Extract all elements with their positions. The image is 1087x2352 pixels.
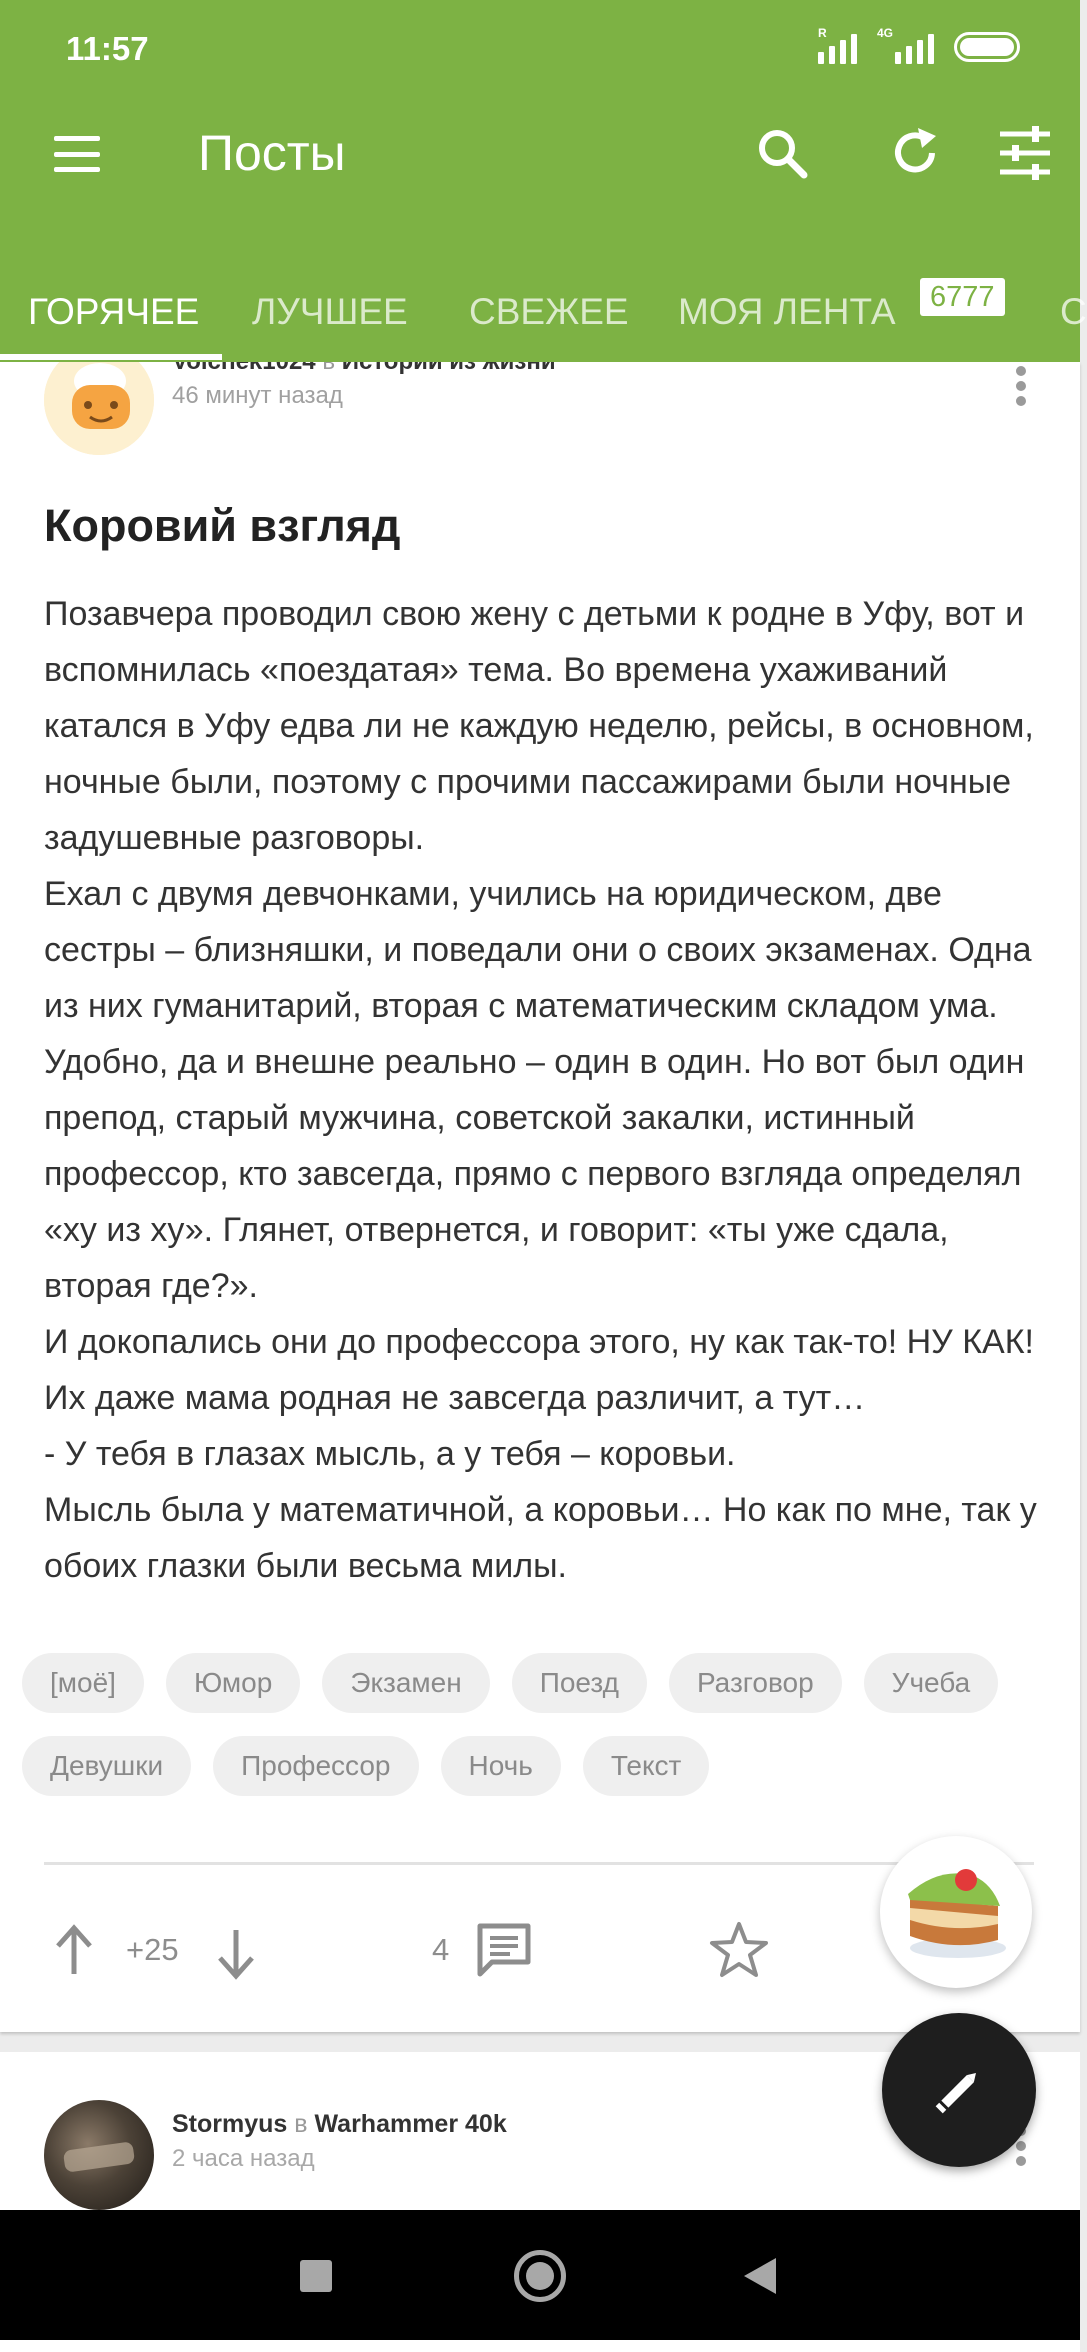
post-title[interactable]: Коровий взгляд xyxy=(44,500,401,551)
tag-chip[interactable]: Юмор xyxy=(166,1653,300,1713)
tag-chip[interactable]: Текст xyxy=(583,1736,710,1796)
cake-fab-button[interactable] xyxy=(880,1836,1032,1988)
comment-count[interactable]: 4 xyxy=(432,1932,450,1967)
post-author-line[interactable] xyxy=(172,2110,507,2139)
tag-chip[interactable]: Поезд xyxy=(512,1653,647,1713)
search-icon[interactable] xyxy=(755,126,809,180)
community-prefix: в xyxy=(294,2110,308,2138)
tag-chip[interactable]: Девушки xyxy=(22,1736,191,1796)
create-post-button[interactable] xyxy=(882,2013,1036,2167)
tag-chip[interactable]: Ночь xyxy=(441,1736,561,1796)
post-community[interactable]: Warhammer 40k xyxy=(314,2110,507,2138)
downvote-arrow-icon[interactable] xyxy=(214,1928,258,1980)
recents-icon[interactable] xyxy=(300,2260,332,2292)
tab-best[interactable]: ЛУЧШЕЕ xyxy=(252,291,408,332)
battery-icon xyxy=(954,32,1020,62)
post-author[interactable]: Stormyus xyxy=(172,2110,288,2138)
tag-chip[interactable]: [моё] xyxy=(22,1653,144,1713)
system-nav-bar xyxy=(0,2210,1080,2340)
post-body[interactable] xyxy=(44,586,1044,1584)
post-paragraph: Ехал с двумя девчонками, учились на юридическом, две сестры – близняшки, и поведали они о своих экзаменах. Одна из них гуманитарий, вторая с математическим складом ума. Удобно, да и внешне реально – один в один. Но вот был один препод, старый мужчина, советской закалки, истинный профессор, кто завсегда, прямо с первого взгляда определял «ху из ху». Глянет, отвернется, и говорит: «ты уже сдала, вторая где?». xyxy=(44,875,1032,1305)
post-paragraph: Позавчера проводил свою жену с детьми к родне в Уфу, вот и вспомнилась «поездатая» тема. Во времена ухаживаний катался в Уфу едва ли не каждую неделю, рейсы, в основном, ночные были, поэтому с прочими пассажирами были ночные задушевные разговоры. xyxy=(44,595,1034,857)
post-time: 46 минут назад xyxy=(172,382,343,409)
post-paragraph: Мысль была у математичной, а коровьи… Но как по мне, так у обоих глазки были весьма милы. xyxy=(44,1491,1037,1585)
filter-settings-icon[interactable] xyxy=(998,126,1052,180)
tab-fresh[interactable]: СВЕЖЕЕ xyxy=(469,291,629,332)
signal-4g-icon: 4G xyxy=(877,30,934,64)
bookmark-star-icon[interactable] xyxy=(708,1920,770,1980)
tag-chip[interactable]: Разговор xyxy=(669,1653,842,1713)
tab-bar xyxy=(0,262,1087,362)
refresh-icon[interactable] xyxy=(888,126,942,180)
tag-list-row-2 xyxy=(22,1736,709,1796)
tag-chip[interactable]: Экзамен xyxy=(322,1653,489,1713)
tab-next-partial[interactable]: С xyxy=(1060,291,1087,332)
pencil-icon xyxy=(882,2013,1036,2167)
tag-list-row-1 xyxy=(22,1653,998,1713)
home-icon[interactable] xyxy=(514,2250,566,2302)
menu-icon[interactable] xyxy=(54,136,100,172)
app-bar xyxy=(0,0,1087,362)
status-time: 11:57 xyxy=(66,30,149,67)
status-icons xyxy=(818,26,1020,64)
cake-icon xyxy=(880,1836,1032,1988)
tag-chip[interactable]: Учеба xyxy=(864,1653,999,1713)
post-more-icon[interactable] xyxy=(1016,366,1028,406)
active-tab-indicator xyxy=(0,354,222,360)
signal-icon: R xyxy=(818,30,857,64)
post-paragraph: И докопались они до профессора этого, ну как так-то! НУ КАК! Их даже мама родная не завсегда различит, а тут… xyxy=(44,1323,1034,1417)
upvote-arrow-icon[interactable] xyxy=(52,1924,96,1976)
tag-chip[interactable]: Профессор xyxy=(213,1736,418,1796)
tab-my-feed[interactable]: МОЯ ЛЕНТА xyxy=(678,291,896,332)
author-avatar[interactable] xyxy=(44,2100,154,2210)
my-feed-count-badge: 6777 xyxy=(920,278,1005,316)
back-icon[interactable] xyxy=(742,2256,778,2296)
status-bar xyxy=(0,0,1080,100)
page-title: Посты xyxy=(198,125,346,181)
comments-icon[interactable] xyxy=(476,1922,532,1978)
tab-hot[interactable]: ГОРЯЧЕЕ xyxy=(28,291,200,332)
post-time: 2 часа назад xyxy=(172,2145,315,2172)
post-paragraph: - У тебя в глазах мысль, а у тебя – коровьи. xyxy=(44,1435,736,1473)
post-rating: +25 xyxy=(126,1932,179,1967)
